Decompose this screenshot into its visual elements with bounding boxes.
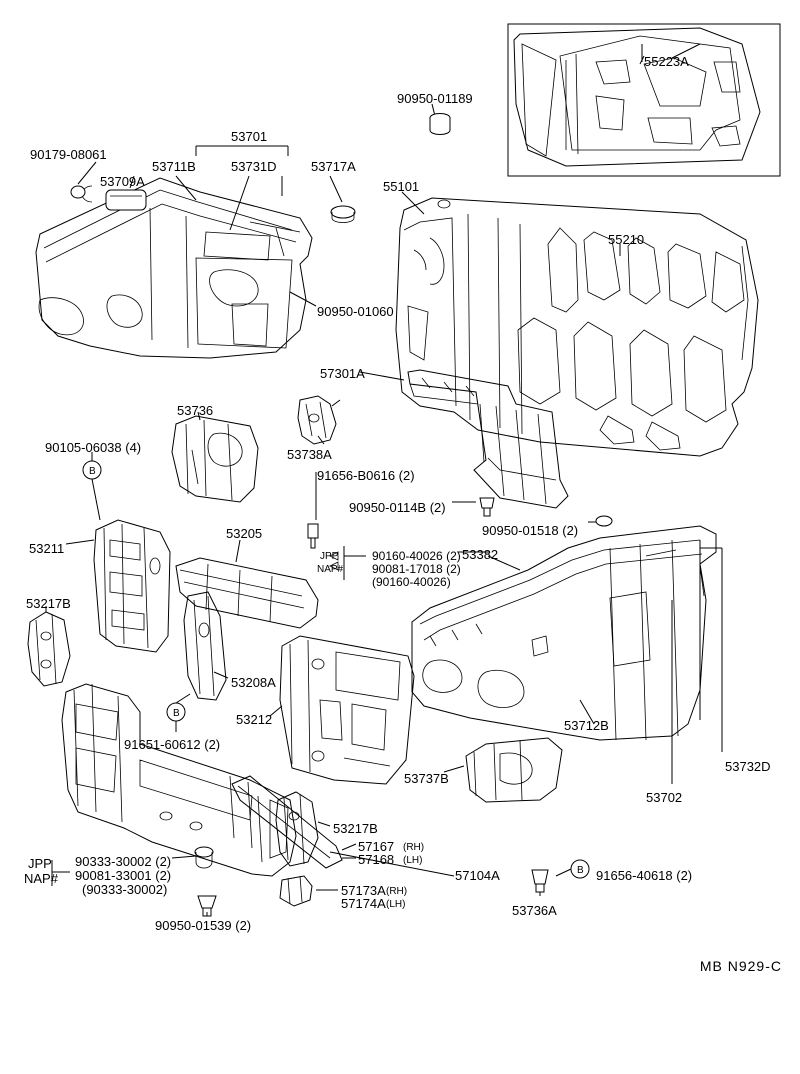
shield-53737B — [466, 738, 562, 802]
part-90333-30002-b: (90333-30002) — [82, 882, 168, 897]
part-90950-01060: 90950-01060 — [317, 304, 394, 319]
part-57168: 57168 — [358, 852, 395, 867]
cowl-panel-57301A — [408, 370, 568, 508]
label-lh-1: (LH) — [403, 855, 423, 866]
part-53702: 53702 — [646, 790, 683, 805]
label-nap-1: NAP# — [317, 564, 344, 575]
bracket-53217B-lower — [276, 792, 318, 866]
part-91651-60612: 91651-60612 (2) — [124, 737, 221, 752]
grommet-90950-0114B — [480, 498, 494, 516]
part-53736: 53736 — [177, 403, 214, 418]
part-53382: 53382 — [462, 547, 499, 562]
part-53736A: 53736A — [512, 903, 557, 918]
part-53731D: 53731D — [231, 159, 277, 174]
bolt-marker-b-3-letter: B — [577, 865, 584, 876]
label-jpp-2: JPP — [28, 856, 52, 871]
part-90179-08061: 90179-08061 — [30, 147, 107, 162]
part-53208A: 53208A — [231, 675, 276, 690]
part-90950-01539: 90950-01539 (2) — [155, 918, 252, 933]
part-57167: 57167 — [358, 839, 395, 854]
part-53711B: 53711B — [152, 159, 196, 174]
part-90333-30002-a: 90333-30002 (2) — [75, 854, 172, 869]
bracket-53217B-left — [28, 612, 70, 686]
part-55101: 55101 — [383, 179, 420, 194]
label-nap-2: NAP# — [24, 871, 58, 886]
part-90950-01518: 90950-01518 (2) — [482, 523, 579, 538]
part-90950-01189: 90950-01189 — [397, 91, 473, 106]
grommet-53736A — [532, 870, 548, 892]
label-rh-1: (RH) — [403, 842, 425, 853]
part-53701: 53701 — [231, 129, 268, 144]
upper-tie-bar-53205 — [176, 558, 318, 628]
part-53709A: 53709A — [100, 174, 145, 189]
part-53738A: 53738A — [287, 447, 332, 462]
inset-panel-55223A — [508, 24, 780, 176]
support-bracket-53212 — [280, 636, 414, 784]
bolt-91656-B0616 — [308, 524, 318, 548]
part-53217B-low: 53217B — [333, 821, 378, 836]
dash-panel-55210 — [396, 198, 758, 456]
diagram-code: MB N929-C — [699, 958, 782, 974]
radiator-support-53211 — [94, 520, 170, 652]
bracket-57173A — [280, 876, 312, 906]
part-57301A: 57301A — [320, 366, 365, 381]
part-53712B: 53712B — [564, 718, 609, 733]
part-57104A: 57104A — [455, 868, 500, 883]
part-53717A: 53717A — [311, 159, 356, 174]
part-53737B: 53737B — [404, 771, 449, 786]
part-91656-B0616: 91656-B0616 (2) — [317, 468, 415, 483]
part-90081-33001: 90081-33001 (2) — [75, 868, 172, 883]
label-jpp-1: JPP — [320, 551, 339, 562]
part-91656-40618: 91656-40618 (2) — [596, 868, 693, 883]
grommet-90333-30002 — [195, 847, 213, 868]
splash-shield-53736 — [172, 416, 258, 502]
part-90081-17018: 90081-17018 (2) — [372, 562, 461, 576]
part-53732D: 53732D — [725, 759, 771, 774]
bolt-marker-b-1-letter: B — [89, 466, 96, 477]
plug-90950-01518 — [596, 516, 612, 526]
label-lh-2: (LH) — [386, 899, 406, 910]
part-55223A: 55223A — [644, 54, 689, 69]
part-90105-06038: 90105-06038 (4) — [45, 440, 142, 455]
part-90950-01148: 90950-0114B (2) — [349, 500, 446, 515]
part-53212: 53212 — [236, 712, 273, 727]
part-90160-40026-b: (90160-40026) — [372, 575, 451, 589]
bolt-marker-b-2-letter: B — [173, 708, 180, 719]
apron-assembly-53701 — [36, 178, 355, 358]
part-90160-40026-a: 90160-40026 (2) — [372, 549, 461, 563]
label-rh-2: (RH) — [386, 886, 408, 897]
part-55210: 55210 — [608, 232, 645, 247]
part-53205: 53205 — [226, 526, 263, 541]
part-53217B-left: 53217B — [26, 596, 71, 611]
bracket-53738A — [298, 396, 336, 444]
part-53211: 53211 — [29, 541, 65, 556]
part-57174A: 57174A — [341, 896, 386, 911]
part-57173A: 57173A — [341, 883, 386, 898]
